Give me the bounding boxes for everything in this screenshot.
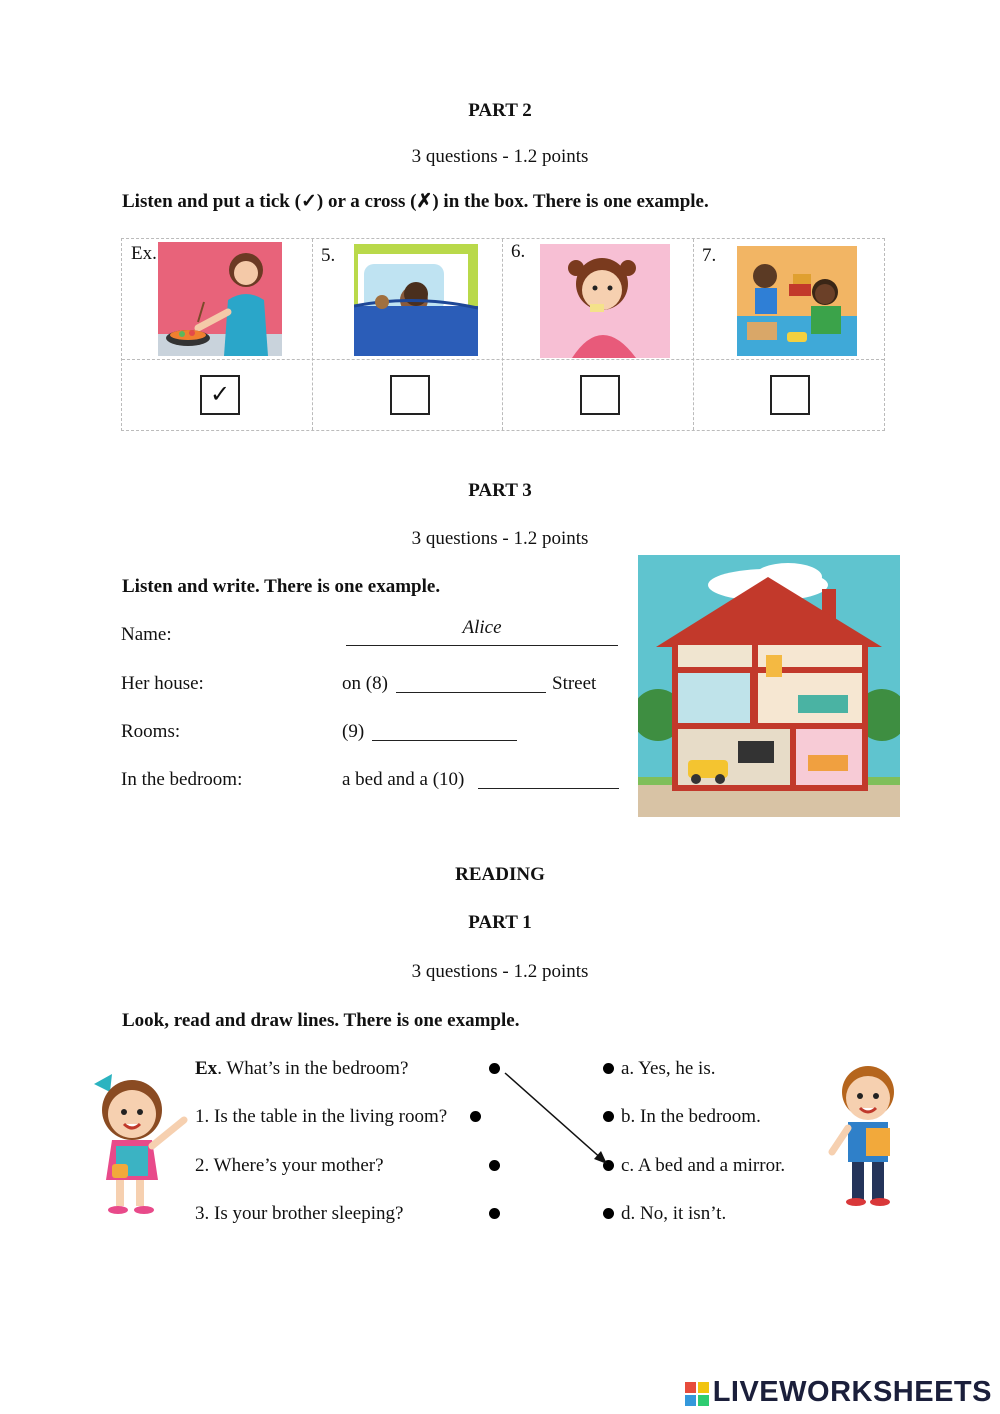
row-label-bedroom: In the bedroom:: [121, 769, 243, 790]
part3-heading: PART 3: [468, 480, 532, 501]
example-prefix: Ex: [195, 1058, 218, 1079]
house-prefix: on (8): [342, 673, 388, 694]
part2-heading: PART 2: [468, 100, 532, 121]
name-answer[interactable]: Alice: [462, 617, 502, 638]
item-label-6: 6.: [511, 241, 526, 262]
answer-d: d. No, it isn’t.: [621, 1203, 727, 1224]
row-label-house: Her house:: [121, 673, 204, 694]
part3-subtitle: 3 questions - 1.2 points: [411, 528, 589, 549]
row-label-name: Name:: [121, 624, 172, 645]
tick-box-example[interactable]: ✓: [200, 375, 240, 415]
answer-b: b. In the bedroom.: [621, 1106, 761, 1127]
item-label-5: 5.: [321, 245, 336, 266]
reading-subtitle: 3 questions - 1.2 points: [411, 961, 589, 982]
rooms-prefix: (9): [342, 721, 365, 742]
answer-a: a. Yes, he is.: [621, 1058, 716, 1079]
reading-instruction: Look, read and draw lines. There is one example.: [122, 1010, 520, 1031]
part2-instruction: Listen and put a tick (✓) or a cross (✗) in the box. There is one example.: [122, 191, 709, 212]
house-suffix: Street: [552, 673, 597, 694]
boy-picture: [828, 1062, 906, 1208]
item-label-7: 7.: [702, 245, 717, 266]
question-3: 3. Is your brother sleeping?: [195, 1203, 404, 1224]
part3-instruction: Listen and write. There is one example.: [122, 576, 441, 597]
liveworksheets-logo[interactable]: [685, 1376, 992, 1409]
logo-text: LIVEWORKSHEETS: [712, 1376, 992, 1408]
girl-picture: [88, 1070, 190, 1216]
answer-c: c. A bed and a mirror.: [621, 1155, 786, 1176]
reading-heading: PART 1: [468, 912, 532, 933]
logo-badge-icon: [685, 1381, 709, 1405]
example-question-text: . What’s in the bedroom?: [217, 1058, 409, 1079]
bedroom-prefix: a bed and a (10): [342, 769, 465, 790]
question-2: 2. Where’s your mother?: [195, 1155, 384, 1176]
question-1: 1. Is the table in the living room?: [195, 1106, 448, 1127]
row-label-rooms: Rooms:: [121, 721, 181, 742]
reading-title: READING: [455, 864, 545, 885]
item-label-example: Ex.: [131, 243, 157, 264]
part2-subtitle: 3 questions - 1.2 points: [411, 146, 589, 167]
